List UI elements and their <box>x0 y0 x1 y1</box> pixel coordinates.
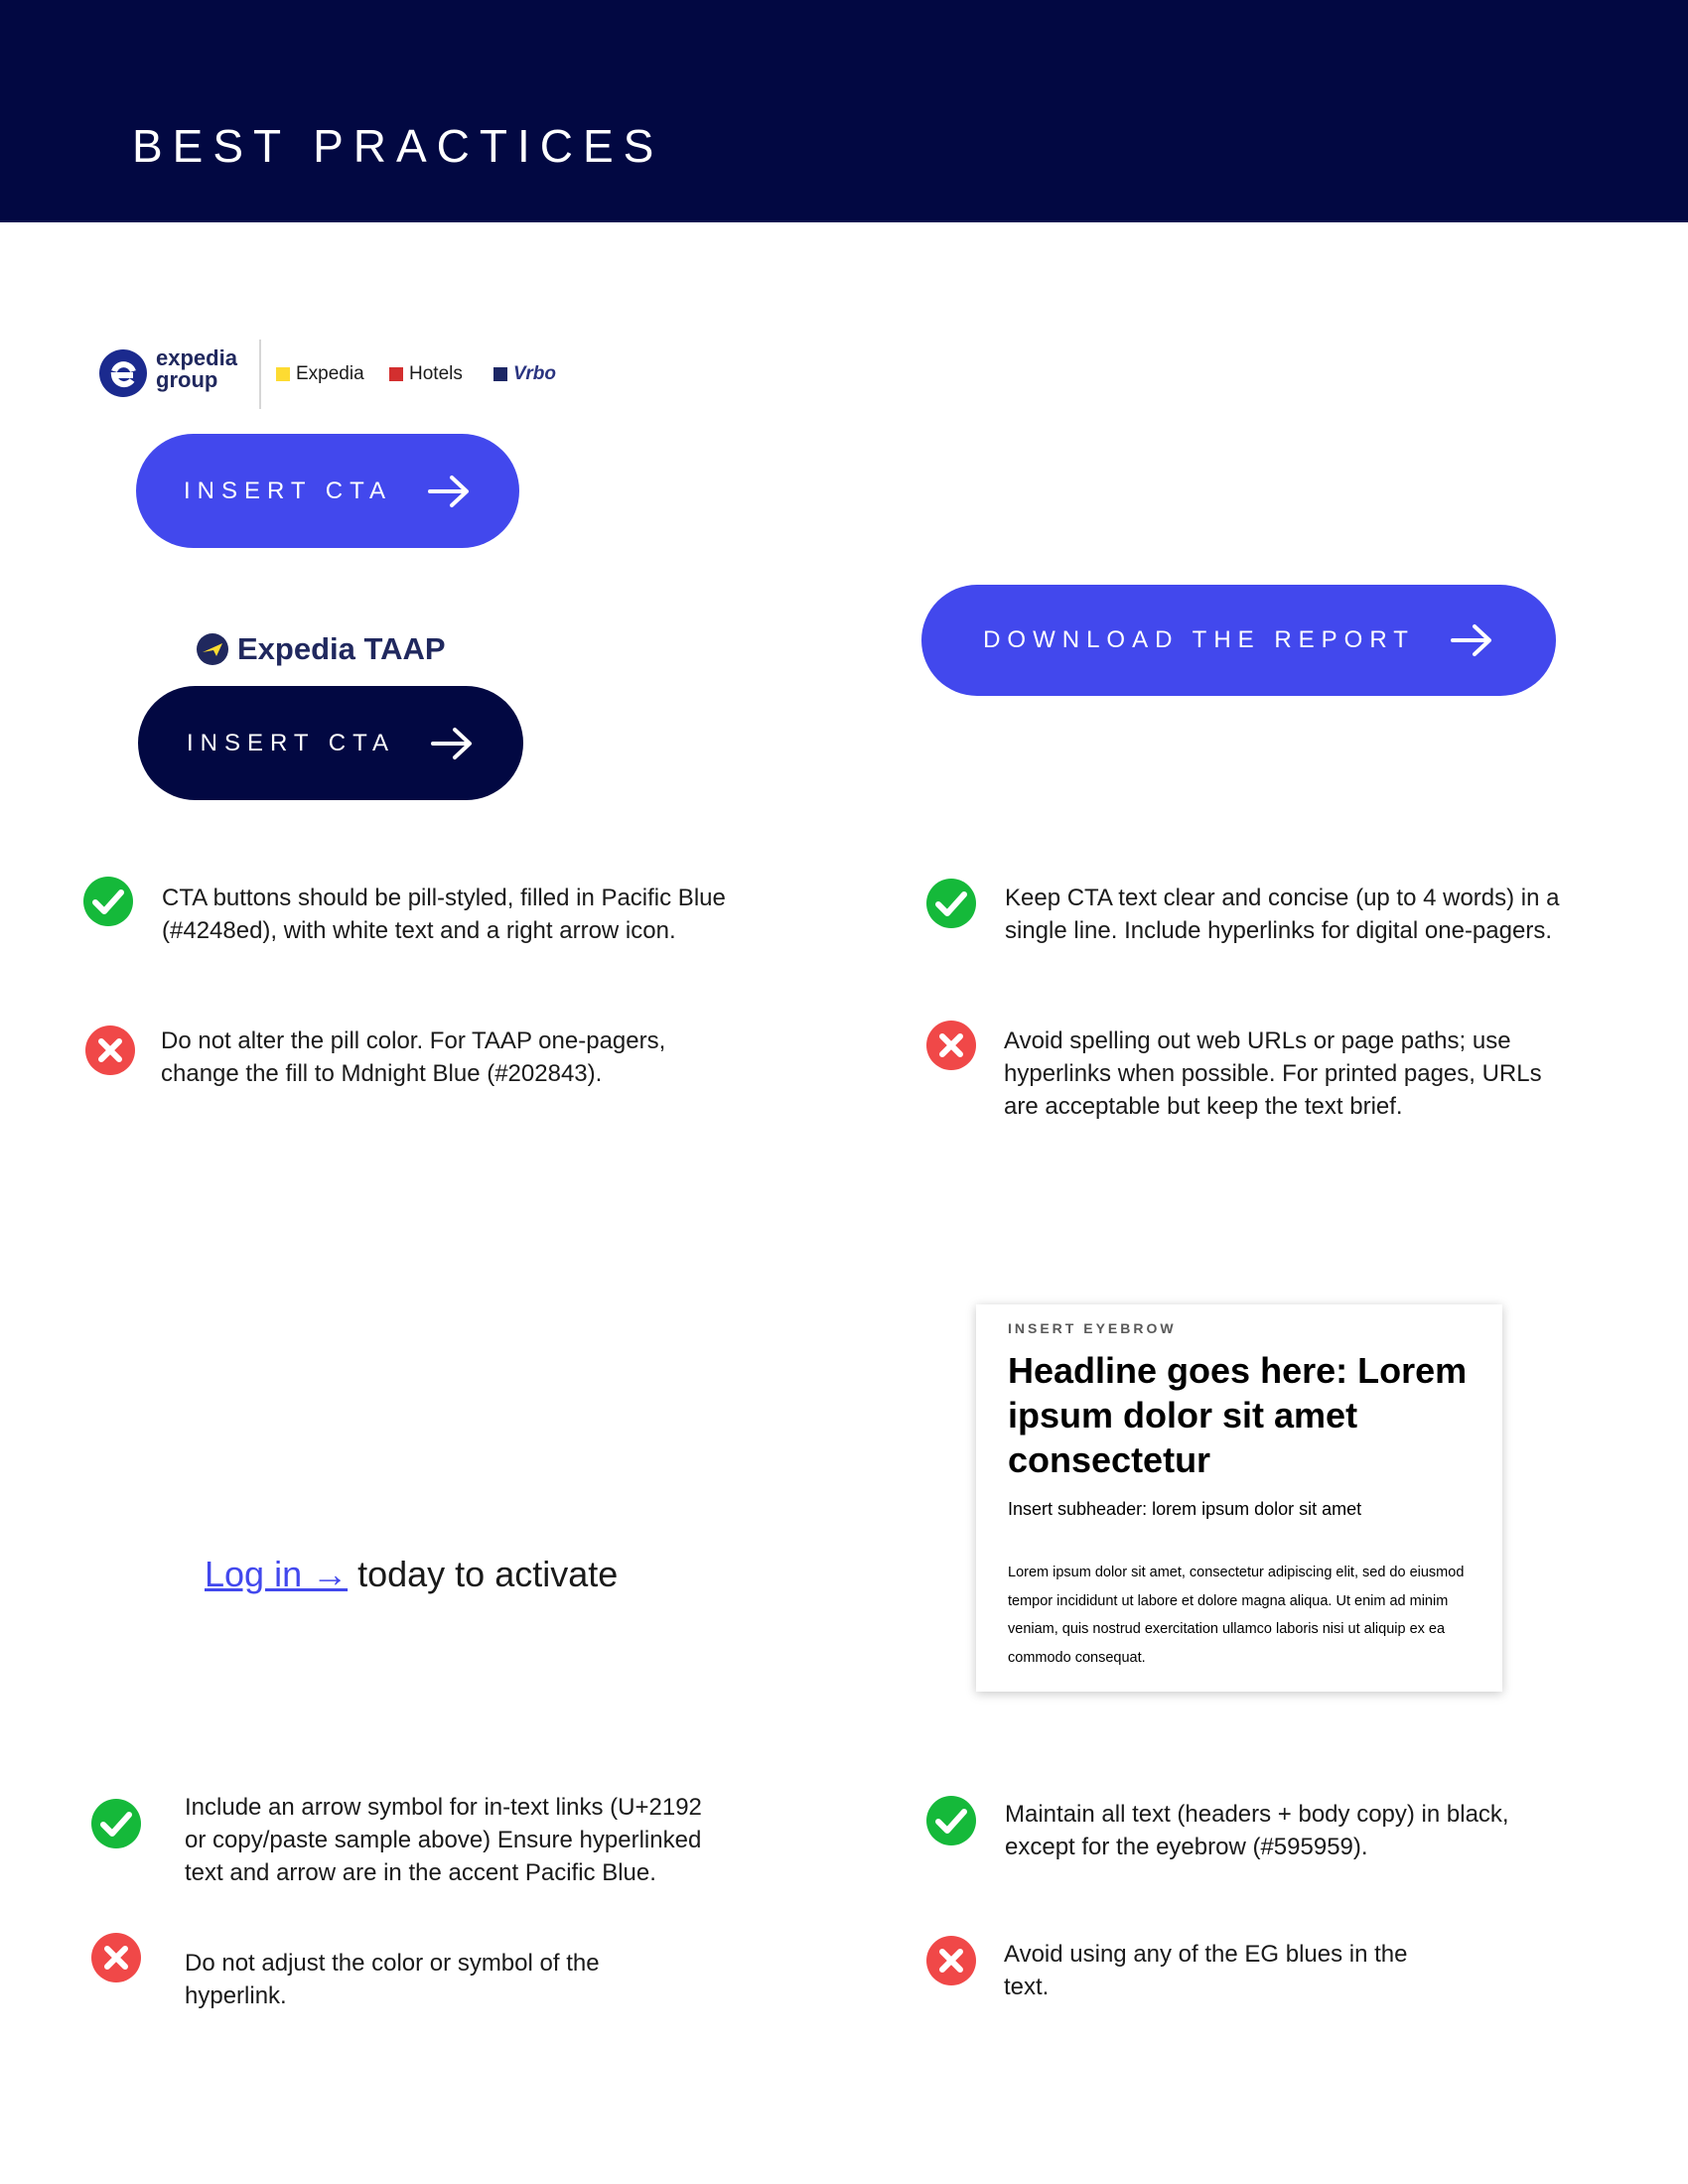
taap-label: Expedia TAAP <box>237 631 446 666</box>
check-icon <box>925 878 977 929</box>
arrow-right-icon <box>428 474 472 509</box>
hotels-brand-logo <box>389 363 463 385</box>
cta-do-text: CTA buttons should be pill-styled, filled in Pacific Blue (#4248ed), with white text and a right arrow icon. <box>162 885 726 944</box>
cta-label-navy: INSERT CTA <box>186 729 396 756</box>
card-headline: Headline goes here: Lorem ipsum dolor sit amet consectetur <box>1008 1350 1468 1480</box>
expedia-group-wordmark <box>156 347 237 391</box>
vrbo-brand-label: Vrbo <box>513 363 556 384</box>
cross-icon <box>925 1020 977 1071</box>
insert-cta-button-blue[interactable] <box>136 434 519 548</box>
expedia-brand-label: Expedia <box>296 363 364 384</box>
cta-label: INSERT CTA <box>183 477 393 504</box>
hotels-brand-label: Hotels <box>409 363 463 384</box>
card-subhead: Insert subheader: lorem ipsum dolor sit amet <box>1008 1499 1362 1519</box>
check-icon <box>82 876 134 927</box>
vrbo-brand-logo <box>493 363 556 385</box>
arrow-right-icon <box>431 726 475 761</box>
sample-card <box>976 1304 1502 1692</box>
taap-plane-icon <box>196 632 229 666</box>
link-sample-rest: today to activate <box>348 1554 619 1594</box>
cross-icon <box>925 1935 977 1986</box>
link-do-text: Include an arrow symbol for in-text links (U+2192 or copy/paste sample above) Ensure hyperlinked text and arrow are in the accent Pacific Blue. <box>185 1794 702 1886</box>
hotels-brand-icon <box>389 367 403 381</box>
link-dont-text: Do not adjust the color or symbol of the hyperlink. <box>185 1950 600 2009</box>
text-do-text: Keep CTA text clear and concise (up to 4 words) in a single line. Include hyperlinks for digital one-pagers. <box>1005 885 1560 944</box>
log-in-link[interactable]: Log in → <box>205 1554 349 1594</box>
page-title: BEST PRACTICES <box>132 120 664 172</box>
download-label: DOWNLOAD THE REPORT <box>983 626 1415 653</box>
check-icon <box>90 1798 142 1849</box>
eg-wordmark-line2: group <box>156 367 218 392</box>
card-eyebrow: INSERT EYEBROW <box>1008 1320 1177 1336</box>
header-band <box>0 0 1688 222</box>
vrbo-brand-icon <box>493 367 507 381</box>
in-text-link-sample <box>205 1554 618 1595</box>
color-dont-text: Avoid using any of the EG blues in the text. <box>1004 1941 1408 2000</box>
cta-dont-text: Do not alter the pill color. For TAAP one-pagers, change the fill to Mdnight Blue (#202843). <box>161 1027 666 1087</box>
arrow-right-icon <box>1451 622 1494 658</box>
expedia-group-logo-icon <box>99 349 147 397</box>
expedia-brand-icon <box>276 367 290 381</box>
logo-divider <box>259 340 261 409</box>
insert-cta-button-navy[interactable] <box>138 686 523 800</box>
expedia-taap-logo <box>196 631 446 667</box>
text-dont-text: Avoid spelling out web URLs or page paths; use hyperlinks when possible. For printed pages, URLs are acceptable but keep the text brief. <box>1004 1027 1542 1120</box>
eg-wordmark-line1: expedia <box>156 345 237 370</box>
card-body: Lorem ipsum dolor sit amet, consectetur adipiscing elit, sed do eiusmod tempor incididunt ut labore et dolore magna aliqua. Ut enim ad minim veniam, quis nostrud exercitation ullamco laboris nisi ut aliquip ex ea commodo consequat. <box>1008 1565 1465 1666</box>
download-report-button[interactable] <box>921 585 1556 696</box>
cross-icon <box>90 1932 142 1983</box>
color-do-text: Maintain all text (headers + body copy) in black, except for the eyebrow (#595959). <box>1005 1801 1509 1860</box>
cross-icon <box>84 1024 136 1076</box>
check-icon <box>925 1795 977 1846</box>
expedia-brand-logo <box>276 363 364 385</box>
